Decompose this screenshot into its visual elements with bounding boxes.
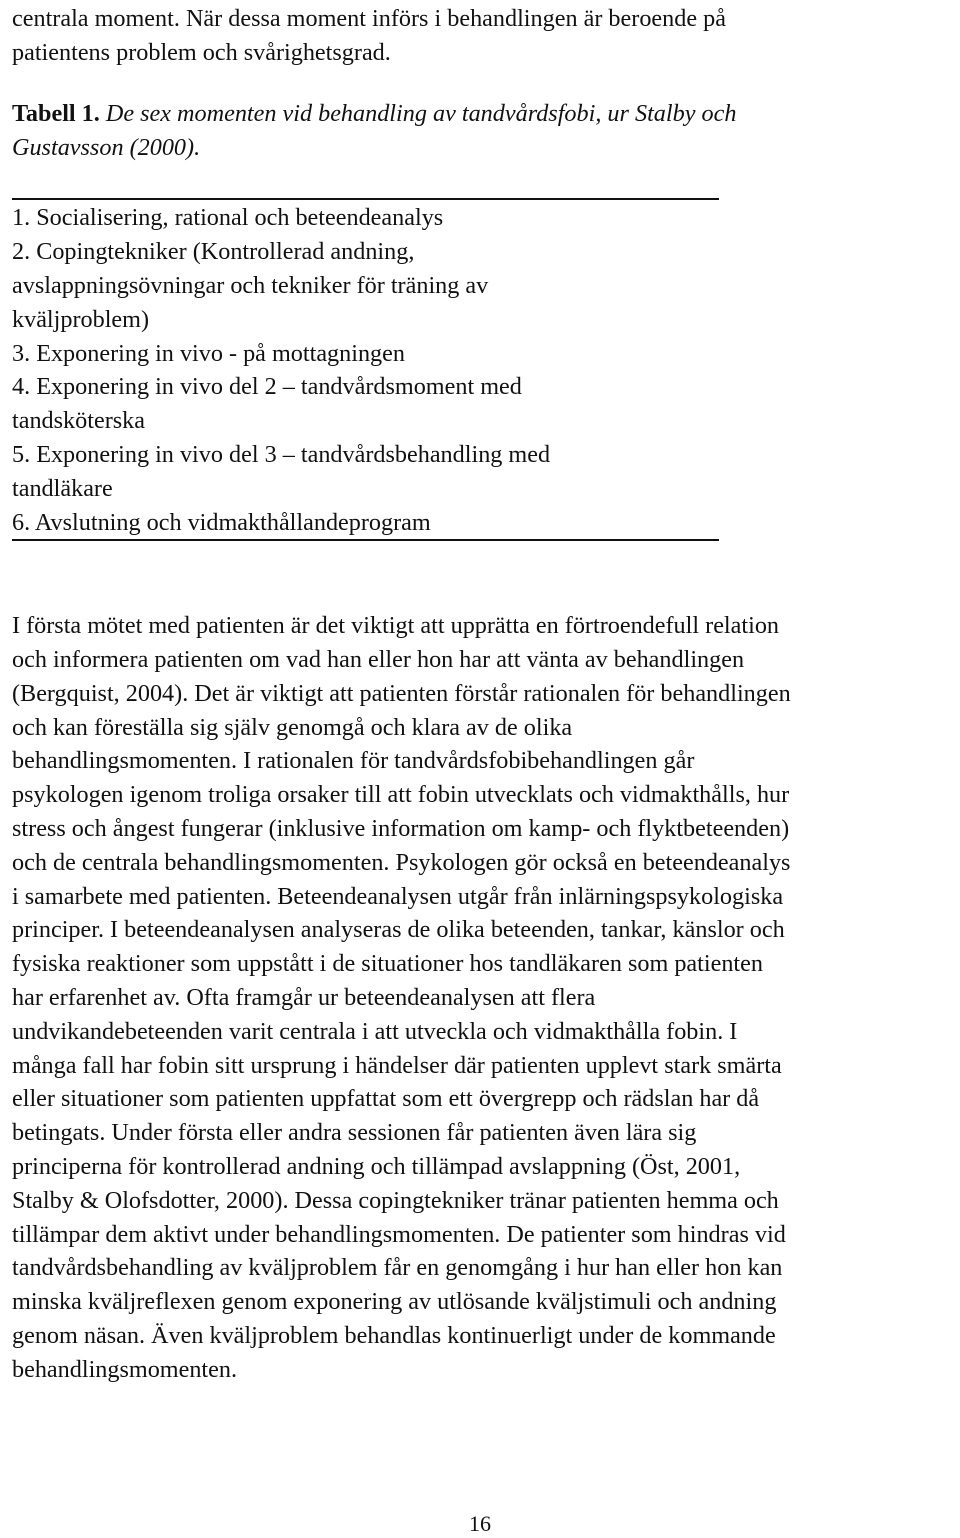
body-line: fysiska reaktioner som uppstått i de situationer hos tandläkaren som patienten [12, 950, 763, 977]
table-row: tandsköterska [12, 407, 145, 434]
body-line: (Bergquist, 2004). Det är viktigt att patienten förstår rationalen för behandlingen [12, 680, 791, 707]
body-line: principer. I beteendeanalysen analyseras de olika beteenden, tankar, känslor och [12, 916, 785, 943]
body-line: har erfarenhet av. Ofta framgår ur beteendeanalysen att flera [12, 984, 596, 1011]
table-row: avslappningsövningar och tekniker för träning av [12, 272, 489, 299]
table-row: 3. Exponering in vivo - på mottagningen [12, 340, 405, 367]
table-caption [12, 97, 736, 131]
body-line: i samarbete med patienten. Beteendeanalysen utgår från inlärningspsykologiska [12, 883, 784, 910]
body-line: och informera patienten om vad han eller hon har att vänta av behandlingen [12, 646, 745, 673]
body-line: och kan föreställa sig själv genomgå och klara av de olika [12, 714, 573, 741]
body-line: undvikandebeteenden varit centrala i att utveckla och vidmakthålla fobin. I [12, 1018, 738, 1045]
table-row: kväljproblem) [12, 306, 150, 333]
table-label: Tabell 1. [12, 100, 100, 127]
body-line: psykologen igenom troliga orsaker till att fobin utvecklats och vidmakthålls, hur [12, 781, 790, 808]
table-caption-line2: Gustavsson (2000). [12, 134, 201, 161]
table-row: 1. Socialisering, rational och beteendeanalys [12, 204, 444, 231]
body-line: stress och ångest fungerar (inklusive information om kamp- och flyktbeteenden) [12, 815, 790, 842]
table-row: tandläkare [12, 475, 113, 502]
body-line: många fall har fobin sitt ursprung i händelser där patienten upplevt stark smärta [12, 1052, 782, 1079]
table-bottom-rule [12, 539, 719, 541]
table-top-rule [12, 198, 719, 200]
body-line: eller situationer som patienten uppfattat som ett övergrepp och rädslan har då [12, 1085, 760, 1112]
table-caption-text: De sex momenten vid behandling av tandvårdsfobi, ur Stalby och [99, 100, 737, 127]
table-row: 5. Exponering in vivo del 3 – tandvårdsbehandling med [12, 441, 551, 468]
body-line: och de centrala behandlingsmomenten. Psykologen gör också en beteendeanalys [12, 849, 791, 876]
body-line: minska kväljreflexen genom exponering av utlösande kväljstimuli och andning [12, 1288, 777, 1315]
body-line: principerna för kontrollerad andning och tillämpad avslappning (Öst, 2001, [12, 1153, 741, 1180]
page-number: 16 [469, 1511, 491, 1536]
body-line: tandvårdsbehandling av kväljproblem får en genomgång i hur han eller hon kan [12, 1254, 783, 1281]
table-row: 6. Avslutning och vidmakthållandeprogram [12, 509, 431, 536]
body-line: I första mötet med patienten är det viktigt att upprätta en förtroendefull relation [12, 612, 780, 639]
intro-line: patientens problem och svårighetsgrad. [12, 39, 391, 66]
body-line: Stalby & Olofsdotter, 2000). Dessa copingtekniker tränar patienten hemma och [12, 1187, 779, 1214]
body-line: betingats. Under första eller andra sessionen får patienten även lära sig [12, 1119, 697, 1146]
table-row: 2. Copingtekniker (Kontrollerad andning, [12, 238, 415, 265]
table-row: 4. Exponering in vivo del 2 – tandvårdsmoment med [12, 373, 522, 400]
body-line: behandlingsmomenten. [12, 1356, 238, 1383]
body-line: genom näsan. Även kväljproblem behandlas kontinuerligt under de kommande [12, 1322, 776, 1349]
body-line: behandlingsmomenten. I rationalen för tandvårdsfobibehandlingen går [12, 747, 695, 774]
intro-line: centrala moment. När dessa moment införs i behandlingen är beroende på [12, 5, 726, 32]
body-line: tillämpar dem aktivt under behandlingsmomenten. De patienter som hindras vid [12, 1221, 786, 1248]
